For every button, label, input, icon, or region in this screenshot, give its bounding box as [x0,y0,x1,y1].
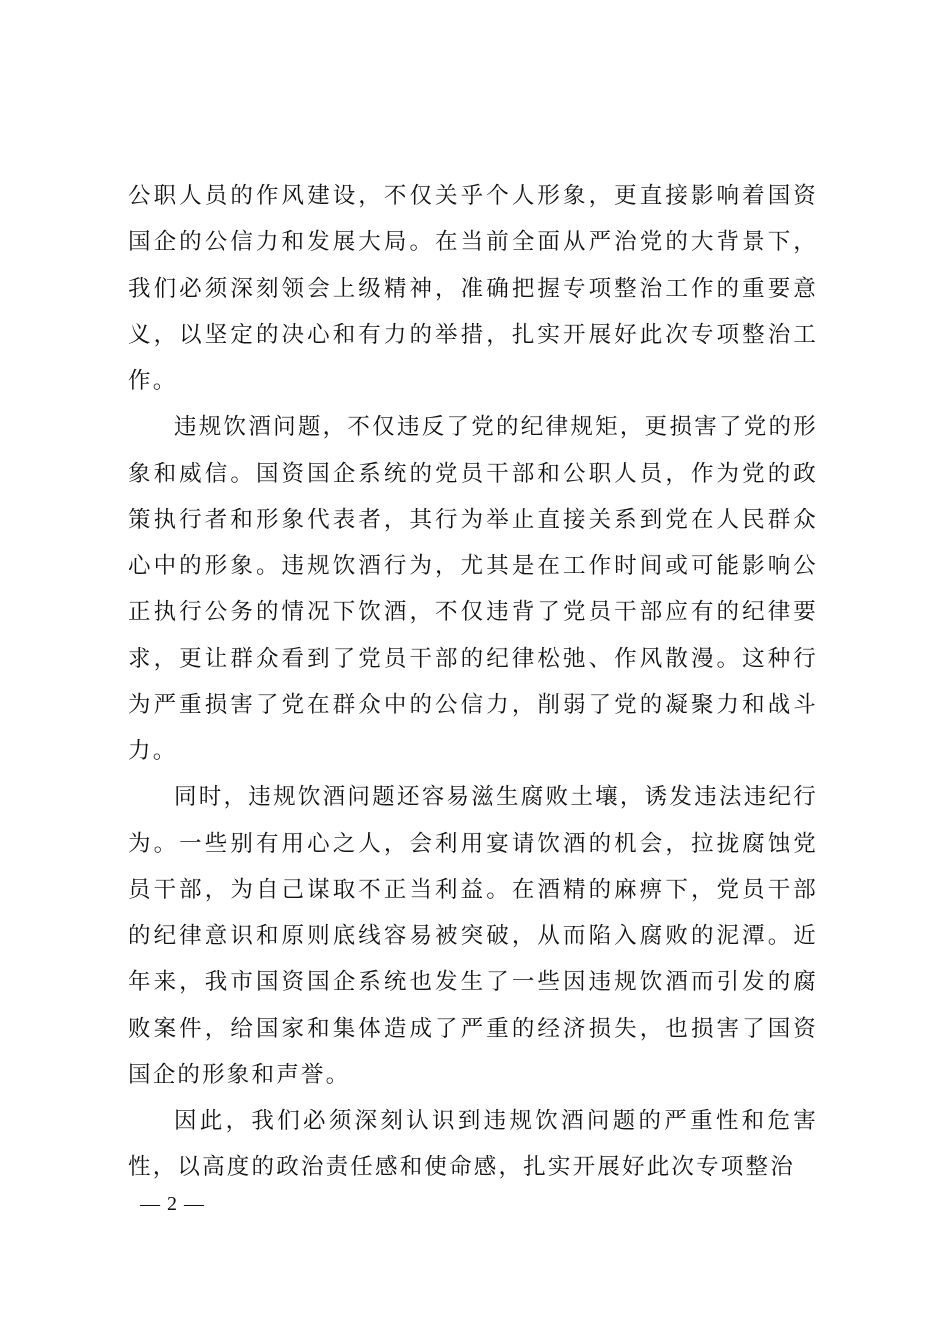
page-number: — 2 — [140,1193,205,1215]
paragraph-3: 同时，违规饮酒问题还容易滋生腐败土壤，诱发违法违纪行为。一些别有用心之人，会利用宴请饮酒的机会，拉拢腐蚀党员干部，为自己谋取不正当利益。在酒精的麻痹下，党员干部的纪律意识和原则底线容易被突破，从而陷入腐败的泥潭。近年来，我市国资国企系统也发生了一些因违规饮酒而引发的腐败案件，给国家和集体造成了严重的经济损失，也损害了国资国企的形象和声誉。 [128,784,818,1088]
body-text [128,173,818,1191]
paragraph-1: 公职人员的作风建设，不仅关乎个人形象，更直接影响着国资国企的公信力和发展大局。在当前全面从严治党的大背景下，我们必须深刻领会上级精神，准确把握专项整治工作的重要意义，以坚定的决心和有力的举措，扎实开展好此次专项整治工作。 [128,183,818,394]
paragraph-2: 违规饮酒问题，不仅违反了党的纪律规矩，更损害了党的形象和威信。国资国企系统的党员干部和公职人员，作为党的政策执行者和形象代表者，其行为举止直接关系到党在人民群众心中的形象。违规饮酒行为，尤其是在工作时间或可能影响公正执行公务的情况下饮酒，不仅违背了党员干部应有的纪律要求，更让群众看到了党员干部的纪律松弛、作风散漫。这种行为严重损害了党在群众中的公信力，削弱了党的凝聚力和战斗力。 [128,414,818,764]
paragraph-4: 因此，我们必须深刻认识到违规饮酒问题的严重性和危害性，以高度的政治责任感和使命感，扎实开展好此次专项整治 [128,1108,818,1181]
